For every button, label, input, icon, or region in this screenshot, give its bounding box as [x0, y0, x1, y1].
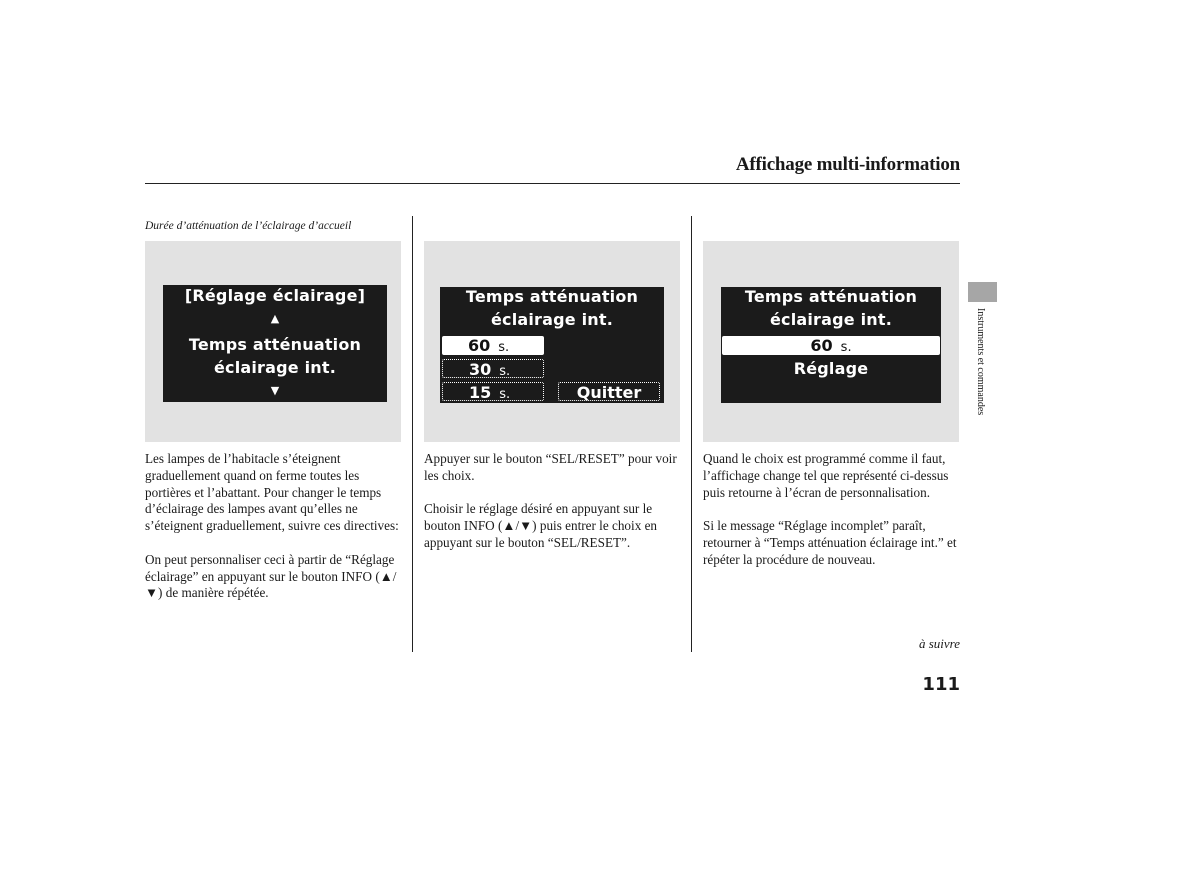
- paragraph: Les lampes de l’habitacle s’éteignent graduellement quand on ferme toutes les portières et l’abattant. Pour changer le temps d’éclairage des lampes avant qu’elles ne s’éteignent graduellement, suivre ces directives:: [145, 451, 399, 534]
- paragraph: Appuyer sur le bouton “SEL/RESET” pour voir les choix.: [424, 451, 677, 483]
- paragraph: Si le message “Réglage incomplet” paraît, retourner à “Temps atténuation éclairage int.” et répéter la procédure de nouveau.: [703, 518, 957, 567]
- selected-value-60: [722, 336, 940, 355]
- paragraph: On peut personnaliser ceci à partir de “Réglage éclairage” en appuyant sur le bouton INFO (▲/▼) de manière répétée.: [145, 551, 397, 601]
- figure-panel-left: [145, 241, 401, 442]
- screen-status: Réglage: [793, 359, 869, 378]
- option-30[interactable]: [442, 359, 544, 378]
- continued-note: à suivre: [918, 636, 960, 651]
- text-column-right: [703, 451, 965, 585]
- display-screen-left: [163, 285, 387, 402]
- header-rule: [145, 183, 960, 184]
- figure-panel-middle: [424, 241, 680, 442]
- option-value: 30: [469, 360, 492, 379]
- option-value: 15: [469, 383, 492, 402]
- option-unit: s.: [498, 340, 510, 355]
- display-screen-right: [721, 287, 941, 403]
- option-unit: s.: [499, 387, 511, 402]
- text-column-middle: [424, 451, 682, 569]
- screen-line: Temps atténuation: [744, 287, 918, 306]
- up-arrow-icon: ▲: [270, 312, 280, 325]
- screen-line: éclairage int.: [769, 310, 893, 329]
- column-divider-1: [412, 216, 413, 652]
- column-divider-2: [691, 216, 692, 652]
- screen-heading: [Réglage éclairage]: [184, 286, 366, 305]
- screen-line: éclairage int.: [213, 358, 337, 377]
- option-15[interactable]: [442, 382, 544, 401]
- section-label: Instruments et commandes: [975, 308, 986, 416]
- down-arrow-icon: ▼: [270, 384, 280, 397]
- page-number: 111: [922, 674, 960, 695]
- page-title: Affichage multi-information: [735, 154, 960, 175]
- option-unit: s.: [840, 340, 852, 355]
- option-value: 60: [810, 336, 833, 355]
- display-screen-middle: [440, 287, 664, 403]
- screen-line: Temps atténuation: [188, 335, 362, 354]
- figure-panel-right: [703, 241, 959, 442]
- text-column-left: [145, 451, 403, 619]
- paragraph: Quand le choix est programmé comme il faut, l’affichage change tel que représenté ci-dessus puis retourne à l’écran de personnalisation.: [703, 451, 949, 500]
- option-value: 60: [468, 336, 491, 355]
- figure-caption: Durée d’atténuation de l’éclairage d’accueil: [145, 220, 352, 232]
- quit-button[interactable]: Quitter: [558, 382, 660, 401]
- section-tab: [968, 282, 997, 302]
- paragraph: Choisir le réglage désiré en appuyant sur le bouton INFO (▲/▼) puis entrer le choix en appuyant sur le bouton “SEL/RESET”.: [424, 501, 658, 550]
- option-unit: s.: [499, 364, 511, 379]
- screen-line: éclairage int.: [490, 310, 614, 329]
- screen-line: Temps atténuation: [465, 287, 639, 306]
- option-60-selected[interactable]: [442, 336, 544, 355]
